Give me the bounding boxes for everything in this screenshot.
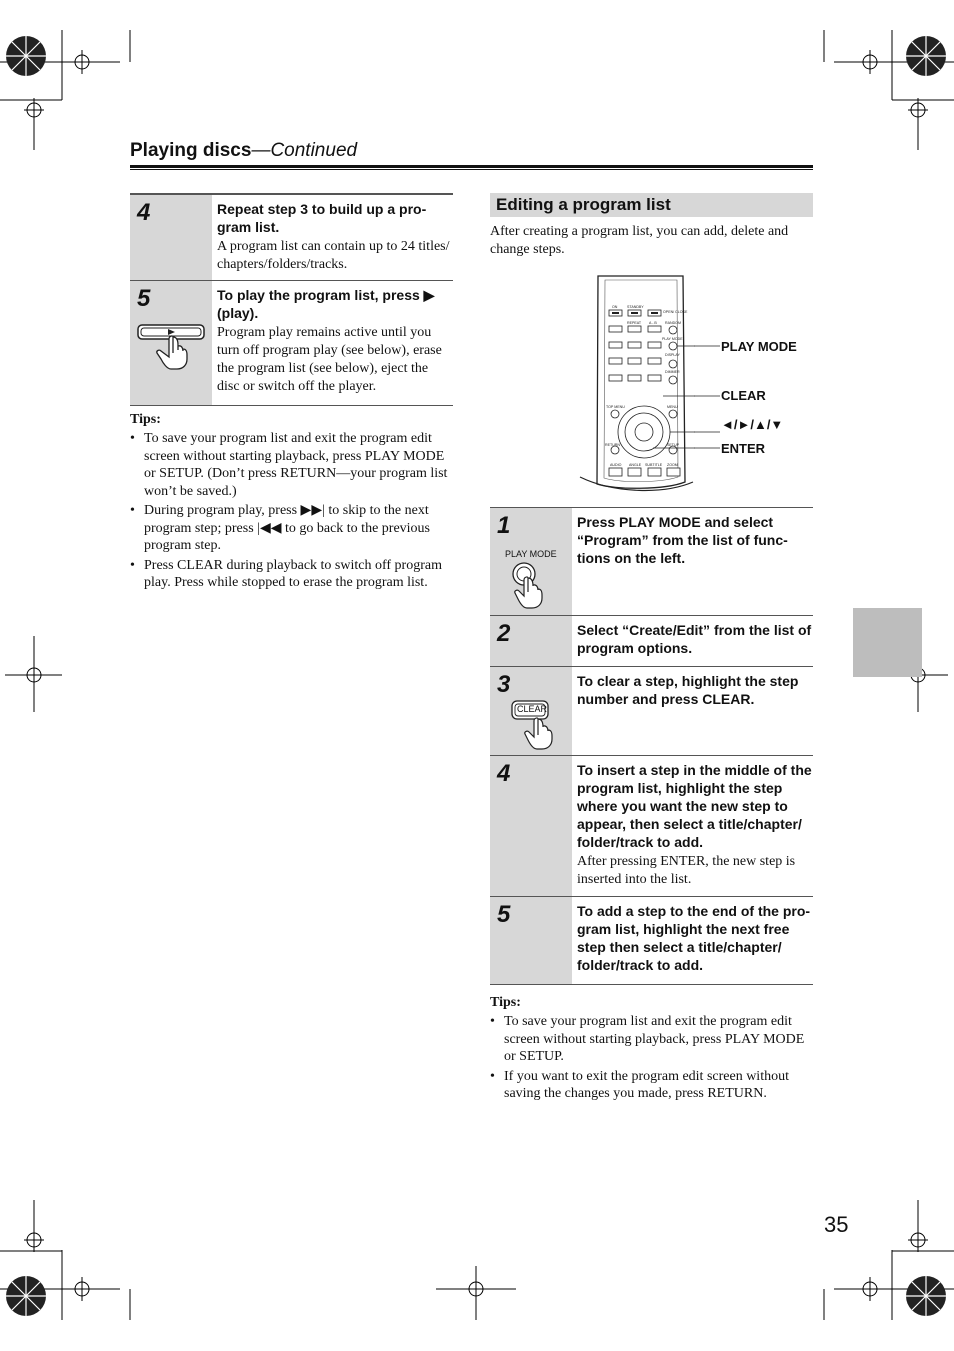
step-lead: To insert a step in the middle of the program list, highlight the step where you want the new step to appear, then select a title/chapter/ folder/track to add. xyxy=(577,762,812,850)
remote-label-audio: AUDIO xyxy=(610,463,622,467)
step-number-cell xyxy=(490,508,572,616)
remote-label-repeat: REPEAT xyxy=(627,321,642,325)
tip-item: • Press CLEAR during playback to switch off program play. Press while stopped to erase the program list. xyxy=(130,557,455,592)
tips-heading: Tips: xyxy=(130,412,161,427)
step-lead: Repeat step 3 to build up a pro-gram list. xyxy=(217,201,427,235)
page-header xyxy=(130,140,357,162)
step-lead: To add a step to the end of the pro-gram list, highlight the next free step then select a title/chapter/ folder/track to add. xyxy=(577,903,811,973)
left-tips xyxy=(130,412,455,594)
step-body xyxy=(572,508,813,616)
right-step-1 xyxy=(490,507,813,616)
step-number: 4 xyxy=(137,199,151,226)
step-lead: To play the program list, press ▶ (play). xyxy=(217,287,435,321)
callout-enter: ENTER xyxy=(721,441,766,456)
chapter-tab xyxy=(853,608,922,677)
right-step-2 xyxy=(490,615,813,667)
page-number: 35 xyxy=(824,1212,849,1237)
remote-label-random: RANDOM xyxy=(665,321,681,325)
remote-label-standby: STANDBY xyxy=(627,305,644,309)
header-rule-thin xyxy=(130,169,813,170)
step-number-cell xyxy=(490,616,572,667)
remote-label-angle: ANGLE xyxy=(629,463,642,467)
play-mode-icon-label: PLAY MODE xyxy=(505,549,557,559)
callout-play-mode: PLAY MODE xyxy=(721,339,797,354)
step-number: 1 xyxy=(497,512,511,539)
step-body xyxy=(572,667,813,756)
remote-label-playmode: PLAY MODE xyxy=(662,337,683,341)
tips-list xyxy=(490,1013,815,1103)
step-number-cell xyxy=(490,897,572,984)
tip-item: • To save your program list and exit the program edit screen without starting playback, press PLAY MODE or SETUP. (Don’t press RETURN—your program list won’t be saved.) xyxy=(130,430,455,500)
remote-label-return: RETURN xyxy=(605,443,620,447)
right-step-4 xyxy=(490,755,813,897)
step-desc: After pressing ENTER, the new step is inserted into the list. xyxy=(577,854,796,887)
tips-list xyxy=(130,430,455,592)
remote-label-zoom: ZOOM xyxy=(667,463,678,467)
play-button-hand-icon xyxy=(135,323,207,371)
step-lead: Select “Create/Edit” from the list of program options. xyxy=(577,622,812,656)
header-title: Playing discs xyxy=(130,140,252,161)
step-body xyxy=(572,756,813,897)
step-desc: Program play remains active until you turn off program play (see below), erase the program list (see below), eject the disc or switch off the player. xyxy=(217,325,442,394)
right-tips xyxy=(490,995,815,1105)
right-step-3 xyxy=(490,666,813,756)
left-step-4 xyxy=(130,193,453,282)
step-body xyxy=(572,616,813,667)
step-number: 5 xyxy=(497,901,511,928)
tip-item: • To save your program list and exit the program edit screen without starting playback, press PLAY MODE or SETUP. xyxy=(490,1013,815,1066)
step-number-cell xyxy=(130,281,212,405)
callout-arrows: ◄/►/▲/▼ xyxy=(721,417,784,432)
step-lead: Press PLAY MODE and select “Program” from the list of func-tions on the left. xyxy=(577,514,788,566)
left-step-5 xyxy=(130,280,453,406)
step-body xyxy=(212,281,453,405)
right-step-5 xyxy=(490,896,813,985)
remote-label-display: DISPLAY xyxy=(665,353,680,357)
step-number-cell xyxy=(130,195,212,282)
clear-icon-label: CLEAR xyxy=(517,704,548,714)
remote-label-subtitle: SUBTITLE xyxy=(645,463,663,467)
callout-lines xyxy=(694,340,722,460)
remote-label-topmenu: TOP MENU xyxy=(606,405,625,409)
section-title: Editing a program list xyxy=(490,193,813,217)
step-number-cell xyxy=(490,667,572,756)
remote-label-setup: SETUP xyxy=(667,443,679,447)
remote-label-open: OPEN/ CLOSE xyxy=(663,310,688,314)
step-number: 3 xyxy=(497,671,511,698)
remote-label-menu: MENU xyxy=(667,405,678,409)
callout-clear: CLEAR xyxy=(721,388,766,403)
step-body xyxy=(212,195,453,282)
step-number: 5 xyxy=(137,285,151,312)
remote-label-ab: A - B xyxy=(649,321,657,325)
header-continued: —Continued xyxy=(251,140,358,161)
step-number: 4 xyxy=(497,760,511,787)
step-body xyxy=(572,897,813,984)
header-rule xyxy=(130,165,813,168)
tips-heading: Tips: xyxy=(490,995,521,1010)
tip-item: • During program play, press ▶▶| to skip to the next program step; press |◀◀ to go back to the previous program step. xyxy=(130,502,455,555)
remote-label-dimmer: DIMMER xyxy=(665,370,680,374)
section-intro: After creating a program list, you can add, delete and change steps. xyxy=(490,224,789,257)
remote-control-illustration xyxy=(575,272,695,496)
play-mode-button-hand-icon xyxy=(510,560,564,610)
tip-item: • If you want to exit the program edit screen without saving the changes you made, press RETURN. xyxy=(490,1068,815,1103)
step-number: 2 xyxy=(497,620,511,647)
step-lead: To clear a step, highlight the step number and press CLEAR. xyxy=(577,673,799,707)
step-number-cell xyxy=(490,756,572,897)
remote-label-on: ON xyxy=(612,305,618,309)
step-desc: A program list can contain up to 24 titles/ chapters/folders/tracks. xyxy=(217,239,450,272)
